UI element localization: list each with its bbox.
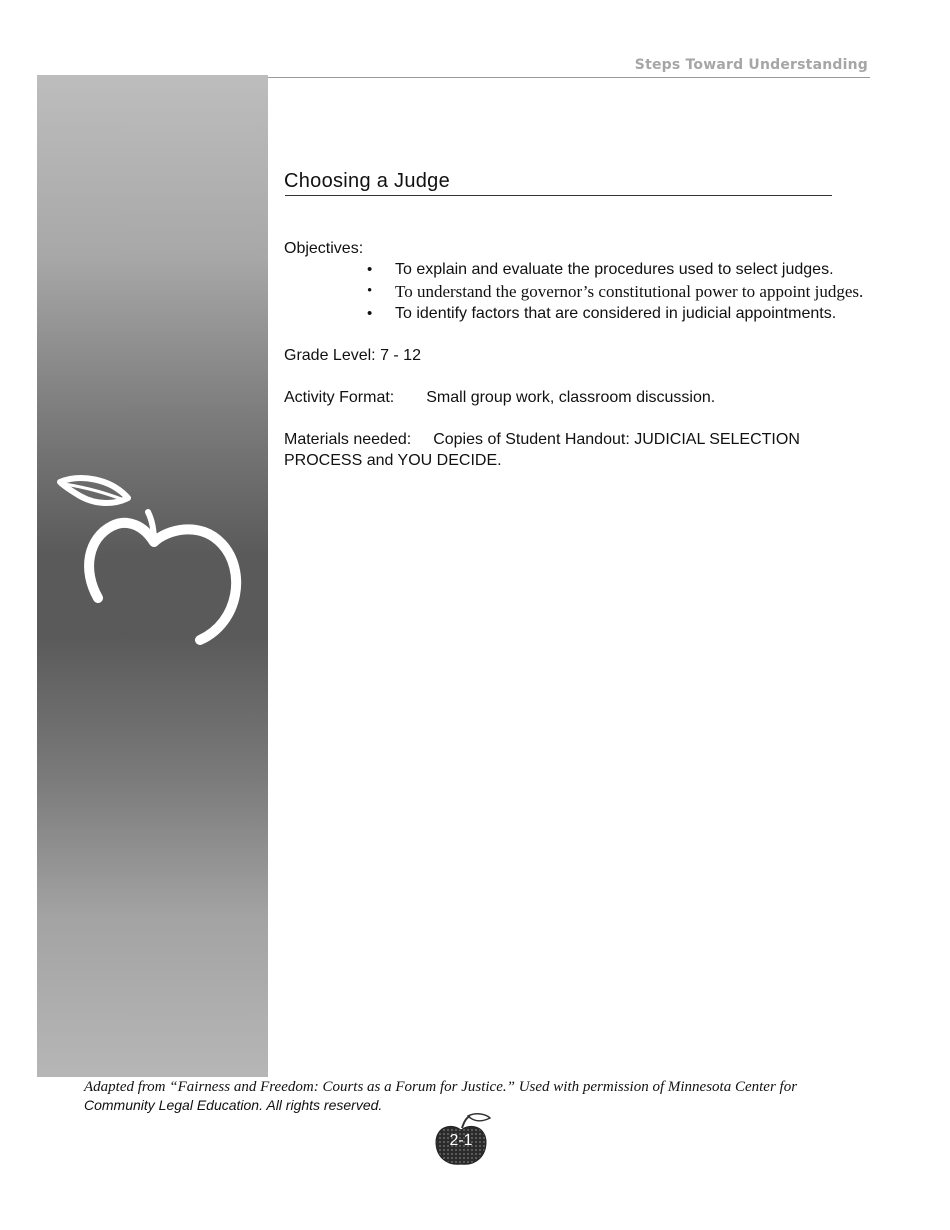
lesson-content xyxy=(284,238,874,471)
activity-format-value: Small group work, classroom discussion. xyxy=(426,389,716,406)
header-rule xyxy=(268,77,870,78)
materials-label: Materials needed: xyxy=(284,431,412,448)
objectives-label: Objectives: xyxy=(284,240,364,257)
objective-item: • To explain and evaluate the procedures used to select judges. xyxy=(395,259,874,280)
activity-format-label: Activity Format: xyxy=(284,389,395,406)
activity-format-row xyxy=(284,387,874,408)
grade-level-label: Grade Level: xyxy=(284,347,376,364)
page-title: Choosing a Judge xyxy=(284,170,451,192)
objectives-list xyxy=(284,259,874,324)
apple-outline-icon xyxy=(50,460,250,660)
page-number: 2-1 xyxy=(449,1132,473,1149)
grade-level-row xyxy=(284,345,874,366)
footer-credit-line1: Adapted from “Fairness and Freedom: Courts as a Forum for Justice.” Used with permission of Minnesota Center for xyxy=(84,1079,798,1095)
running-header: Steps Toward Understanding xyxy=(634,57,868,73)
materials-row xyxy=(284,429,874,471)
grade-level-value: 7 - 12 xyxy=(380,347,421,364)
footer-credit-line2: Community Legal Education. All rights reserved. xyxy=(84,1097,383,1113)
materials-value: Copies of Student Handout: JUDICIAL SELECTION PROCESS and YOU DECIDE. xyxy=(284,431,800,469)
footer-credit xyxy=(84,1077,874,1114)
objective-item: • To identify factors that are considered in judicial appointments. xyxy=(395,303,874,324)
title-rule xyxy=(285,195,832,196)
page-badge xyxy=(430,1112,496,1170)
objective-item: • To understand the governor’s constitutional power to appoint judges. xyxy=(395,281,874,302)
